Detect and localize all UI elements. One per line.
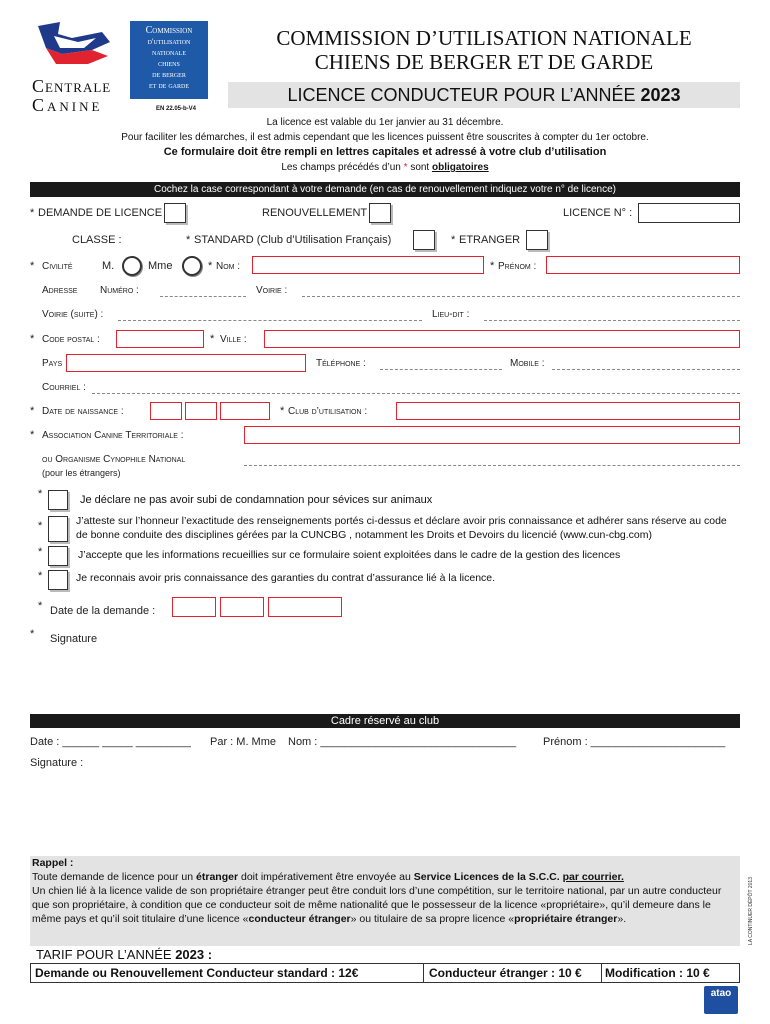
voirie-suite-field[interactable]: [118, 320, 422, 321]
logo-canine-text: Canine: [32, 95, 103, 115]
lieu-dit-field[interactable]: [484, 320, 740, 321]
numero-field[interactable]: [160, 296, 246, 297]
voirie-suite-label: Voirie (suite) :: [42, 309, 104, 320]
renouvellement-label: RENOUVELLEMENT: [262, 207, 368, 219]
demande-checkbox[interactable]: [164, 203, 186, 223]
atao-badge: atao: [704, 986, 738, 1014]
courriel-label: Courriel :: [42, 382, 86, 393]
ville-label: Ville :: [220, 334, 247, 345]
declaration-3-checkbox[interactable]: [48, 546, 68, 566]
declaration-4-checkbox[interactable]: [48, 570, 68, 590]
declaration-1-checkbox[interactable]: [48, 490, 68, 510]
validity-text: La licence est valable du 1er janvier au 31 décembre.: [266, 117, 504, 128]
naissance-month-field[interactable]: [185, 402, 217, 420]
pays-label: Pays: [42, 358, 63, 369]
date-demande-day-field[interactable]: [172, 597, 216, 617]
signature-area[interactable]: [120, 628, 520, 700]
rappel-title: Rappel :: [32, 857, 74, 869]
club-nom[interactable]: Nom : ________________________________: [288, 736, 517, 748]
standard-checkbox[interactable]: [413, 230, 435, 250]
voirie-label: Voirie :: [256, 285, 288, 296]
declaration-3-text: J’accepte que les informations recueillies sur ce formulaire soient exploitées dans le cadre de la gestion des licences: [78, 549, 621, 561]
tarif-etranger: Conducteur étranger : 10 €: [429, 966, 582, 980]
club-signature: Signature :: [30, 757, 84, 769]
demande-label: DEMANDE DE LICENCE: [38, 207, 163, 219]
side-reference-text: LA CONTINUER DÉPÔT 2013: [748, 877, 754, 945]
tarif-table: [30, 963, 740, 983]
courriel-field[interactable]: [92, 393, 740, 394]
standard-label: STANDARD (Club d’Utilisation Français): [194, 234, 392, 246]
telephone-label: Téléphone :: [316, 358, 366, 369]
date-demande-label: Date de la demande :: [50, 605, 156, 617]
prenom-field[interactable]: [546, 256, 740, 274]
rappel-box: [30, 856, 740, 946]
signature-label: Signature: [50, 633, 98, 645]
club-field[interactable]: [396, 402, 740, 420]
adresse-label: Adresse: [42, 285, 78, 296]
association-field[interactable]: [244, 426, 740, 444]
m-radio[interactable]: [122, 256, 142, 276]
tarif-standard: Demande ou Renouvellement Conducteur standard : 12€: [35, 966, 359, 980]
naissance-day-field[interactable]: [150, 402, 182, 420]
etranger-label: ETRANGER: [459, 234, 521, 246]
rappel-text: Toute demande de licence pour un étranger doit impérativement être envoyée au Service Licences de la S.C.C. par courrier. Un chien lié à la licence valide de son propriétaire étranger peut être conduit lors d’une compétition, sur le territoire national, par un autre conducteur que son propriétaire, à condition que ce conducteur soit de même nationalité que le possesseur de la licence «propriétaire», qu’il demeure dans le même pays et qu’il soit titulaire d’une licence «conducteur étranger» ou titulaire de sa propre licence «propriétaire étranger».: [32, 871, 722, 925]
prenom-label: Prénom :: [498, 261, 537, 272]
date-demande-month-field[interactable]: [220, 597, 264, 617]
mobile-label: Mobile :: [510, 358, 545, 369]
club-label: Club d’utilisation :: [288, 406, 368, 417]
declaration-2-text: J’atteste sur l’honneur l’exactitude des renseignements portés ci-dessus et déclare avoir pris connaissance et adhérer sans réserve au code de bonne conduite des disciplines gérées par la CUNCBG , notamment les Droits et Devoirs du licencié (www.cun-cbg.com): [76, 515, 727, 541]
renouvellement-checkbox[interactable]: [369, 203, 391, 223]
date-demande-year-field[interactable]: [268, 597, 342, 617]
required-note: Les champs précédés d’un * sont obligatoires: [281, 162, 489, 173]
club-prenom[interactable]: Prénom : ______________________: [543, 736, 726, 748]
instructions-text: Ce formulaire doit être rempli en lettres capitales et adressé à votre club d’utilisation: [163, 146, 607, 158]
pays-field[interactable]: [66, 354, 306, 372]
club-section-bar: Cadre réservé au club: [30, 714, 740, 728]
club-date[interactable]: Date : ______ _____ _________: [30, 736, 191, 748]
form-instruction-bar: Cochez la case correspondant à votre demande (en cas de renouvellement indiquez votre n° de licence): [30, 182, 740, 197]
code-postal-field[interactable]: [116, 330, 204, 348]
declaration-2-checkbox[interactable]: [48, 516, 68, 542]
civilite-label: Civilité: [42, 261, 73, 272]
facilitate-text: Pour faciliter les démarches, il est admis cependant que les licences puissent être souscrites à compter du 1er octobre.: [121, 132, 649, 143]
organisme-field[interactable]: [244, 465, 740, 466]
mme-label: Mme: [148, 260, 173, 272]
licence-number-label: LICENCE N° :: [563, 207, 633, 219]
mobile-field[interactable]: [552, 369, 740, 370]
organisme-label: ou Organisme Cynophile National: [42, 454, 186, 465]
licence-subtitle: LICENCE CONDUCTEUR POUR L’ANNÉE 2023: [228, 82, 740, 108]
lieu-dit-label: Lieu-dit :: [432, 309, 470, 320]
form-reference: EN 22.05-b-V4: [156, 106, 197, 112]
association-label: Association Canine Territoriale :: [42, 430, 184, 441]
naissance-year-field[interactable]: [220, 402, 270, 420]
nom-field[interactable]: [252, 256, 484, 274]
numero-label: Numéro :: [100, 285, 139, 296]
etranger-checkbox[interactable]: [526, 230, 548, 250]
declaration-4-text: Je reconnais avoir pris connaissance des garanties du contrat d’assurance lié à la licence.: [76, 572, 496, 584]
tarif-modification: Modification : 10 €: [605, 966, 710, 980]
nom-label: Nom :: [216, 261, 241, 272]
code-postal-label: Code postal :: [42, 334, 100, 345]
voirie-field[interactable]: [302, 296, 740, 297]
logo-centrale-text: Centrale: [32, 76, 112, 96]
declaration-1-text: Je déclare ne pas avoir subi de condamnation pour sévices sur animaux: [80, 494, 433, 506]
classe-label: CLASSE :: [72, 234, 122, 246]
mme-radio[interactable]: [182, 256, 202, 276]
licence-number-field[interactable]: [638, 203, 740, 223]
commission-logo: Commission d'utilisation nationale chiens de berger et de garde: [130, 21, 208, 99]
club-par: Par : M. Mme: [210, 736, 277, 748]
tarif-title: TARIF POUR L’ANNÉE 2023 :: [36, 947, 213, 962]
page-title: COMMISSION D’UTILISATION NATIONALE CHIENS DE BERGER ET DE GARDE: [276, 26, 692, 74]
ville-field[interactable]: [264, 330, 740, 348]
dog-logo-icon: [32, 20, 128, 72]
etrangers-note: (pour les étrangers): [42, 468, 121, 478]
centrale-canine-logo: [32, 20, 128, 115]
naissance-label: Date de naissance :: [42, 406, 124, 417]
m-label: M.: [102, 260, 115, 272]
intro: [0, 115, 770, 175]
required-mark: *: [30, 207, 35, 219]
telephone-field[interactable]: [380, 369, 502, 370]
